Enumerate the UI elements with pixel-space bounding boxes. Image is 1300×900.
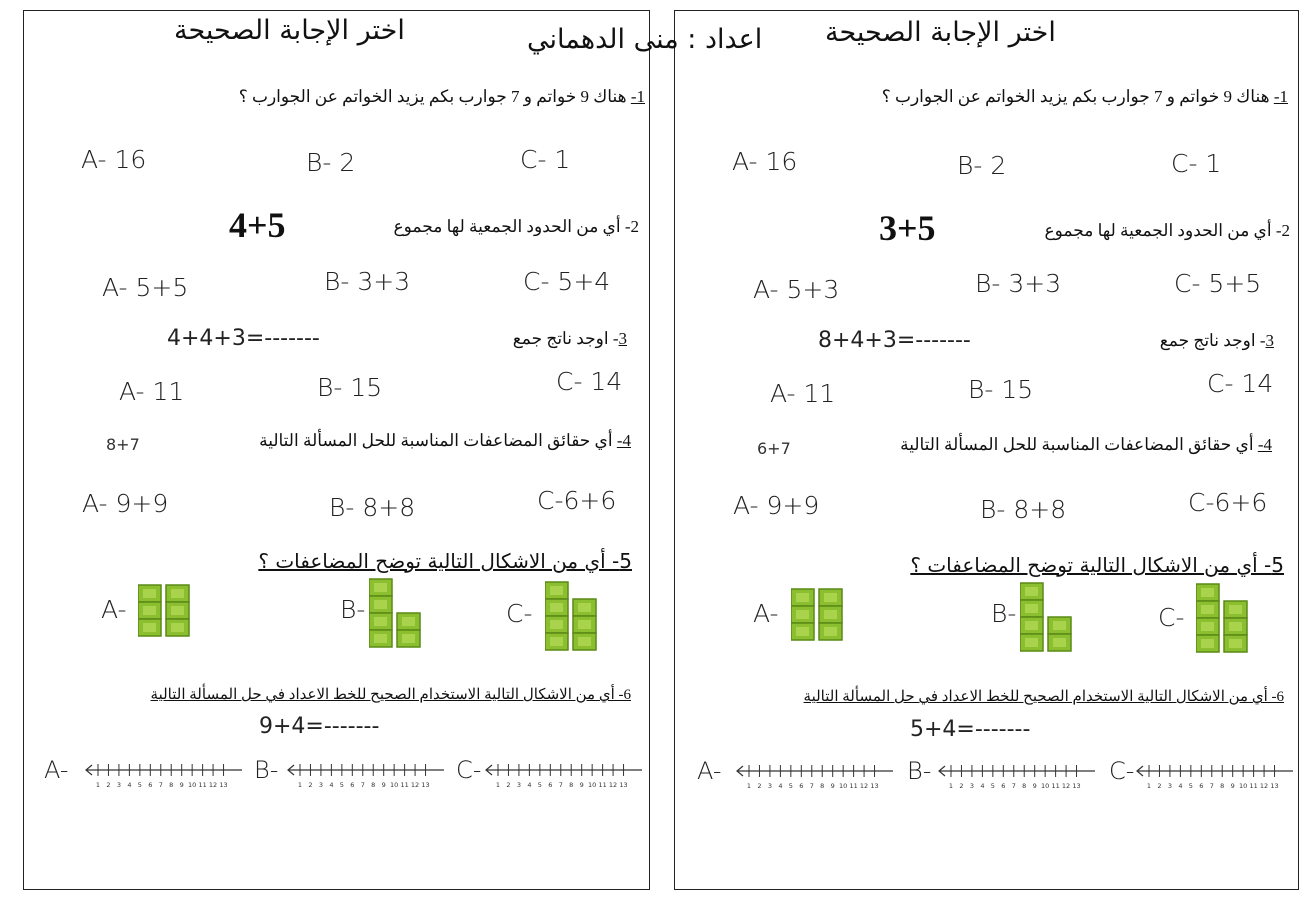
tick-label: 5 — [537, 781, 542, 789]
tick-label: 6 — [1001, 782, 1006, 790]
expression: 6+7 — [757, 439, 791, 458]
tick-label: 12 — [1061, 782, 1071, 790]
tick-label: 5 — [137, 781, 142, 789]
expression: 8+4+3=------- — [818, 328, 971, 353]
tick-label: 12 — [208, 781, 218, 789]
option-c-label[interactable]: C- — [1158, 603, 1185, 632]
cubes-svg — [791, 583, 846, 642]
question-2: 2- أي من الحدود الجمعية لها مجموع — [1044, 221, 1290, 240]
cube-face — [550, 586, 563, 595]
tick-label: 8 — [371, 781, 376, 789]
tick-label: 9 — [579, 781, 584, 789]
cubes-svg — [1196, 578, 1251, 654]
option-a[interactable]: A- 11 — [119, 377, 185, 406]
cube-face — [1201, 639, 1214, 648]
tick-label: 3 — [116, 781, 121, 789]
question-text: أي حقائق المضاعفات المناسبة للحل المسألة التالية — [900, 435, 1254, 454]
cube-face — [578, 637, 591, 646]
question-5: 5- أي من الاشكال التالية توضح المضاعفات ؟ — [910, 553, 1284, 577]
cube-face — [143, 623, 156, 632]
tick-label: 13 — [870, 782, 879, 790]
linking-cubes-icon[interactable] — [138, 579, 193, 642]
tick-label: 11 — [598, 781, 607, 789]
cube-face — [374, 617, 387, 626]
linking-cubes-icon[interactable] — [1196, 578, 1251, 658]
number-line-svg — [735, 762, 895, 792]
question-number: 4- — [1257, 435, 1272, 454]
tick-label: 9 — [830, 782, 835, 790]
question-number: 3 — [618, 329, 627, 348]
author-credit: اعداد : منى الدهماني — [527, 24, 763, 55]
cube-face — [143, 606, 156, 615]
tick-label: 12 — [859, 782, 869, 790]
option-c-label[interactable]: C- — [456, 756, 482, 784]
tick-label: 4 — [778, 782, 783, 790]
tick-label: 1 — [297, 781, 303, 789]
cube-face — [578, 603, 591, 612]
tick-label: 6 — [799, 782, 804, 790]
question-text: - اوجد ناتج جمع — [512, 329, 619, 348]
tick-label: 6 — [1199, 782, 1204, 790]
question-2: 2- أي من الحدود الجمعية لها مجموع — [393, 217, 639, 236]
tick-label: 9 — [381, 781, 386, 789]
option-c[interactable]: C-6+6 — [1188, 488, 1268, 517]
cubes-svg — [138, 579, 193, 638]
tick-label: 8 — [1220, 782, 1225, 790]
cube-face — [824, 593, 837, 602]
cube-face — [402, 617, 415, 626]
linking-cubes-icon[interactable] — [791, 583, 846, 646]
option-c[interactable]: C- 14 — [556, 367, 623, 396]
cube-face — [374, 634, 387, 643]
number-line-icon[interactable] — [484, 761, 644, 795]
cubes-svg — [545, 576, 600, 652]
option-b-label[interactable]: B- — [254, 756, 279, 784]
option-b-label[interactable]: B- — [907, 757, 932, 785]
tick-label: 6 — [148, 781, 153, 789]
question-1 — [239, 87, 645, 107]
option-b[interactable]: B- 2 — [957, 151, 1007, 180]
tick-label: 13 — [1072, 782, 1081, 790]
cube-face — [824, 610, 837, 619]
option-b[interactable]: B- 2 — [306, 148, 356, 177]
tick-label: 4 — [127, 781, 132, 789]
worksheet-left — [23, 10, 650, 890]
tick-label: 12 — [410, 781, 420, 789]
tick-label: 2 — [959, 782, 964, 790]
option-b[interactable]: B- 15 — [317, 373, 383, 402]
option-b[interactable]: B- 15 — [968, 375, 1034, 404]
tick-label: 4 — [980, 782, 985, 790]
tick-label: 3 — [516, 781, 521, 789]
tick-label: 7 — [360, 781, 365, 789]
tick-label: 13 — [421, 781, 430, 789]
tick-label: 7 — [809, 782, 814, 790]
expression: 4+4+3=------- — [167, 326, 320, 351]
target-sum: 3+5 — [879, 208, 936, 248]
option-a[interactable]: A- 16 — [732, 147, 798, 176]
question-text: هناك 9 خواتم و 7 جوارب بكم يزيد الخواتم عن الجوارب ؟ — [881, 87, 1270, 106]
option-a-label[interactable]: A- — [697, 757, 722, 785]
cube-face — [550, 637, 563, 646]
tick-label: 10 — [188, 781, 197, 789]
tick-label: 2 — [506, 781, 511, 789]
cube-face — [171, 623, 184, 632]
target-sum: 4+5 — [229, 205, 286, 245]
option-a-label[interactable]: A- — [753, 599, 779, 628]
linking-cubes-icon[interactable] — [545, 576, 600, 656]
number-line-icon[interactable] — [937, 762, 1097, 796]
tick-label: 11 — [400, 781, 409, 789]
cube-face — [824, 627, 837, 636]
cube-face — [1025, 587, 1038, 596]
option-c[interactable]: C-6+6 — [537, 486, 617, 515]
expression: 9+4=------- — [259, 714, 380, 739]
tick-label: 12 — [1259, 782, 1269, 790]
cube-face — [374, 600, 387, 609]
tick-label: 4 — [1178, 782, 1183, 790]
tick-label: 10 — [1041, 782, 1050, 790]
number-line-icon[interactable] — [286, 761, 446, 795]
number-line-svg — [286, 761, 446, 791]
tick-label: 13 — [1270, 782, 1279, 790]
cube-face — [796, 627, 809, 636]
question-5: 5- أي من الاشكال التالية توضح المضاعفات ؟ — [258, 549, 632, 573]
option-c[interactable]: C- 5+4 — [523, 267, 611, 296]
tick-label: 8 — [820, 782, 825, 790]
tick-label: 10 — [588, 781, 597, 789]
number-line-svg — [937, 762, 1097, 792]
option-c[interactable]: C- 14 — [1207, 369, 1274, 398]
cube-face — [171, 589, 184, 598]
cube-face — [171, 606, 184, 615]
tick-label: 6 — [350, 781, 355, 789]
cube-face — [1025, 638, 1038, 647]
number-line-icon[interactable] — [1135, 762, 1295, 796]
page-title: اختر الإجابة الصحيحة — [825, 17, 1056, 48]
tick-label: 11 — [198, 781, 207, 789]
linking-cubes-icon[interactable] — [1020, 577, 1075, 657]
option-a[interactable]: A- 5+3 — [753, 275, 840, 304]
page-title: اختر الإجابة الصحيحة — [174, 15, 405, 46]
tick-label: 4 — [329, 781, 334, 789]
question-3 — [513, 329, 627, 349]
tick-label: 13 — [219, 781, 228, 789]
cube-face — [1053, 621, 1066, 630]
cube-face — [550, 620, 563, 629]
option-b-label[interactable]: B- — [340, 595, 366, 624]
cube-face — [550, 603, 563, 612]
cube-face — [374, 583, 387, 592]
tick-label: 1 — [495, 781, 501, 789]
option-a-label[interactable]: A- — [101, 595, 127, 624]
tick-label: 3 — [969, 782, 974, 790]
tick-label: 9 — [179, 781, 184, 789]
question-number: 3 — [1265, 331, 1274, 350]
cube-face — [1201, 605, 1214, 614]
tick-label: 13 — [619, 781, 628, 789]
tick-label: 1 — [1146, 782, 1152, 790]
tick-label: 5 — [788, 782, 793, 790]
tick-label: 10 — [390, 781, 399, 789]
option-b[interactable]: B- 3+3 — [975, 269, 1062, 298]
option-a[interactable]: A- 9+9 — [82, 489, 169, 518]
tick-label: 2 — [308, 781, 313, 789]
tick-label: 1 — [948, 782, 954, 790]
tick-label: 2 — [1157, 782, 1162, 790]
cube-face — [1025, 604, 1038, 613]
tick-label: 9 — [1230, 782, 1235, 790]
question-4 — [259, 431, 631, 451]
tick-label: 1 — [746, 782, 752, 790]
tick-label: 5 — [339, 781, 344, 789]
tick-label: 6 — [548, 781, 553, 789]
expression: 5+4=------- — [910, 717, 1031, 742]
option-a[interactable]: A- 9+9 — [733, 491, 820, 520]
tick-label: 4 — [527, 781, 532, 789]
option-a[interactable]: A- 5+5 — [102, 273, 189, 302]
tick-label: 9 — [1032, 782, 1037, 790]
question-number: 1- — [630, 87, 645, 106]
cube-face — [1201, 622, 1214, 631]
cube-face — [1053, 638, 1066, 647]
expression: 8+7 — [106, 435, 140, 454]
tick-label: 3 — [1167, 782, 1172, 790]
tick-label: 10 — [839, 782, 848, 790]
tick-label: 5 — [990, 782, 995, 790]
question-text: هناك 9 خواتم و 7 جوارب بكم يزيد الخواتم عن الجوارب ؟ — [238, 87, 627, 106]
tick-label: 7 — [558, 781, 563, 789]
question-text: أي حقائق المضاعفات المناسبة للحل المسألة التالية — [259, 431, 613, 450]
tick-label: 5 — [1188, 782, 1193, 790]
cube-face — [1229, 605, 1242, 614]
question-number: 4- — [616, 431, 631, 450]
cubes-svg — [369, 573, 424, 649]
tick-label: 11 — [1249, 782, 1258, 790]
cube-face — [1025, 621, 1038, 630]
tick-label: 2 — [106, 781, 111, 789]
question-number: 1- — [1273, 87, 1288, 106]
cubes-svg — [1020, 577, 1075, 653]
cube-face — [1201, 588, 1214, 597]
number-line-svg — [484, 761, 644, 791]
option-b[interactable]: B- 8+8 — [980, 495, 1067, 524]
tick-label: 3 — [767, 782, 772, 790]
number-line-svg — [1135, 762, 1295, 792]
number-line-icon[interactable] — [735, 762, 895, 796]
tick-label: 7 — [1209, 782, 1214, 790]
cube-face — [796, 593, 809, 602]
tick-label: 10 — [1239, 782, 1248, 790]
linking-cubes-icon[interactable] — [369, 573, 424, 653]
cube-face — [796, 610, 809, 619]
tick-label: 11 — [1051, 782, 1060, 790]
cube-face — [1229, 622, 1242, 631]
tick-label: 3 — [318, 781, 323, 789]
question-4 — [900, 435, 1272, 455]
cube-face — [402, 634, 415, 643]
number-line-svg — [84, 761, 244, 791]
option-c[interactable]: C- 1 — [520, 145, 571, 174]
option-c[interactable]: C- 1 — [1171, 149, 1222, 178]
question-6: 6- أي من الاشكال التالية الاستخدام الصحيح للخط الاعداد في حل المسألة التالية — [803, 689, 1284, 705]
worksheet-right — [674, 10, 1299, 890]
option-b[interactable]: B- 8+8 — [329, 493, 416, 522]
option-a-label[interactable]: A- — [44, 756, 69, 784]
tick-label: 12 — [608, 781, 618, 789]
question-text: - اوجد ناتج جمع — [1159, 331, 1266, 350]
option-a[interactable]: A- 11 — [770, 379, 836, 408]
number-line-icon[interactable] — [84, 761, 244, 795]
tick-label: 11 — [849, 782, 858, 790]
tick-label: 2 — [757, 782, 762, 790]
option-b-label[interactable]: B- — [991, 599, 1017, 628]
option-a[interactable]: A- 16 — [81, 145, 147, 174]
option-c-label[interactable]: C- — [506, 599, 533, 628]
question-6: 6- أي من الاشكال التالية الاستخدام الصحيح للخط الاعداد في حل المسألة التالية — [150, 687, 631, 703]
cube-face — [1229, 639, 1242, 648]
question-1 — [882, 87, 1288, 107]
option-c[interactable]: C- 5+5 — [1174, 269, 1262, 298]
option-c-label[interactable]: C- — [1109, 757, 1135, 785]
tick-label: 1 — [95, 781, 101, 789]
tick-label: 7 — [158, 781, 163, 789]
tick-label: 8 — [569, 781, 574, 789]
cube-face — [578, 620, 591, 629]
tick-label: 7 — [1011, 782, 1016, 790]
option-b[interactable]: B- 3+3 — [324, 267, 411, 296]
tick-label: 8 — [169, 781, 174, 789]
tick-label: 8 — [1022, 782, 1027, 790]
cube-face — [143, 589, 156, 598]
question-3 — [1160, 331, 1274, 351]
